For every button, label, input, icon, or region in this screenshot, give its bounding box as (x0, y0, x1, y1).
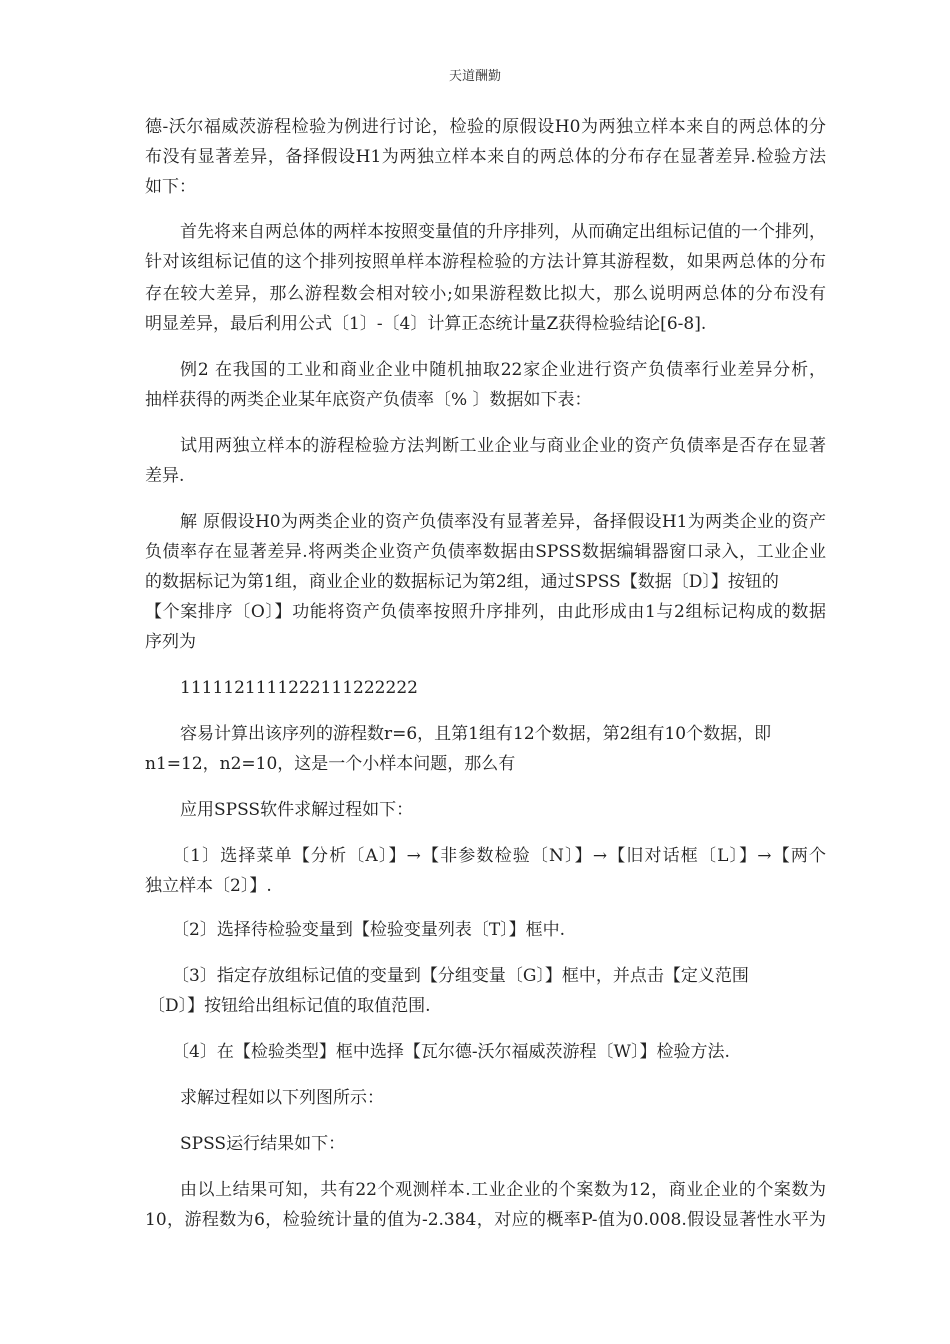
text-line: 由以上结果可知，共有22个观测样本.工业企业的个案数为12，商业企业的个案数为 (180, 1180, 826, 1200)
page-header: 天道酬勤 (448, 69, 501, 84)
text-line: 针对该组标记值的这个排列按照单样本游程检验的方法计算其游程数，如果两总体的分布 (145, 252, 826, 272)
text-line: 如下： (145, 177, 196, 197)
text-line: 求解过程如以下列图所示： (180, 1088, 384, 1108)
text-line: 抽样获得的两类企业某年底资产负债率〔% 〕数据如下表： (145, 390, 592, 410)
step-3: 〔3〕指定存放组标记值的变量到【分组变量〔G〕】框中，并点击【定义范围 (172, 966, 749, 986)
text-line: 布没有显著差异，备择假设H1为两独立样本来自的两总体的分布存在显著差异.检验方法 (145, 147, 826, 167)
text-line: 【个案排序〔O〕】功能将资产负债率按照升序排列，由此形成由1与2组标记构成的数据 (145, 602, 826, 622)
text-line: SPSS运行结果如下： (180, 1134, 346, 1154)
text-line: 的数据标记为第1组，商业企业的数据标记为第2组，通过SPSS【数据〔D〕】按钮的 (145, 572, 779, 592)
text-line: 例2 在我国的工业和商业企业中随机抽取22家企业进行资产负债率行业差异分析， (180, 360, 826, 380)
text-line: n1=12，n2=10，这是一个小样本问题，那么有 (145, 754, 516, 774)
text-line: 序列为 (145, 632, 196, 652)
step-2: 〔2〕选择待检验变量到【检验变量列表〔T〕】框中. (172, 920, 566, 940)
text-line: 明显差异，最后利用公式〔1〕-〔4〕计算正态统计量Z获得检验结论[6-8]. (145, 314, 707, 334)
text-line: 试用两独立样本的游程检验方法判断工业企业与商业企业的资产负债率是否存在显著 (180, 436, 826, 456)
text-line: 存在较大差异，那么游程数会相对较小;如果游程数比拟大，那么说明两总体的分布没有 (145, 284, 826, 304)
text-line: 首先将来自两总体的两样本按照变量值的升序排列，从而确定出组标记值的一个排列， (180, 222, 826, 242)
step-1: 〔1〕选择菜单【分析〔A〕】→【非参数检验〔N〕】→【旧对话框〔L〕】→【两个 (172, 846, 826, 866)
text-line: 德-沃尔福威茨游程检验为例进行讨论，检验的原假设H0为两独立样本来自的两总体的分 (145, 117, 826, 137)
step-3-cont: 〔D〕】按钮给出组标记值的取值范围. (148, 996, 431, 1016)
step-1-cont: 独立样本〔2〕】. (145, 876, 272, 896)
text-line: 容易计算出该序列的游程数r=6，且第1组有12个数据，第2组有10个数据，即 (180, 724, 772, 744)
text-line: 应用SPSS软件求解过程如下： (180, 800, 414, 820)
run-sequence: 1111121111222111222222 (180, 678, 418, 698)
step-4: 〔4〕在【检验类型】框中选择【瓦尔德-沃尔福威茨游程〔W〕】检验方法. (172, 1042, 730, 1062)
text-line: 解 原假设H0为两类企业的资产负债率没有显著差异，备择假设H1为两类企业的资产 (180, 512, 826, 532)
text-line: 负债率存在显著差异.将两类企业资产负债率数据由SPSS数据编辑器窗口录入，工业企业 (145, 542, 826, 562)
text-line: 10，游程数为6，检验统计量的值为-2.384，对应的概率P-值为0.008.假设显著性水平为 (145, 1210, 826, 1230)
text-line: 差异. (145, 466, 185, 486)
